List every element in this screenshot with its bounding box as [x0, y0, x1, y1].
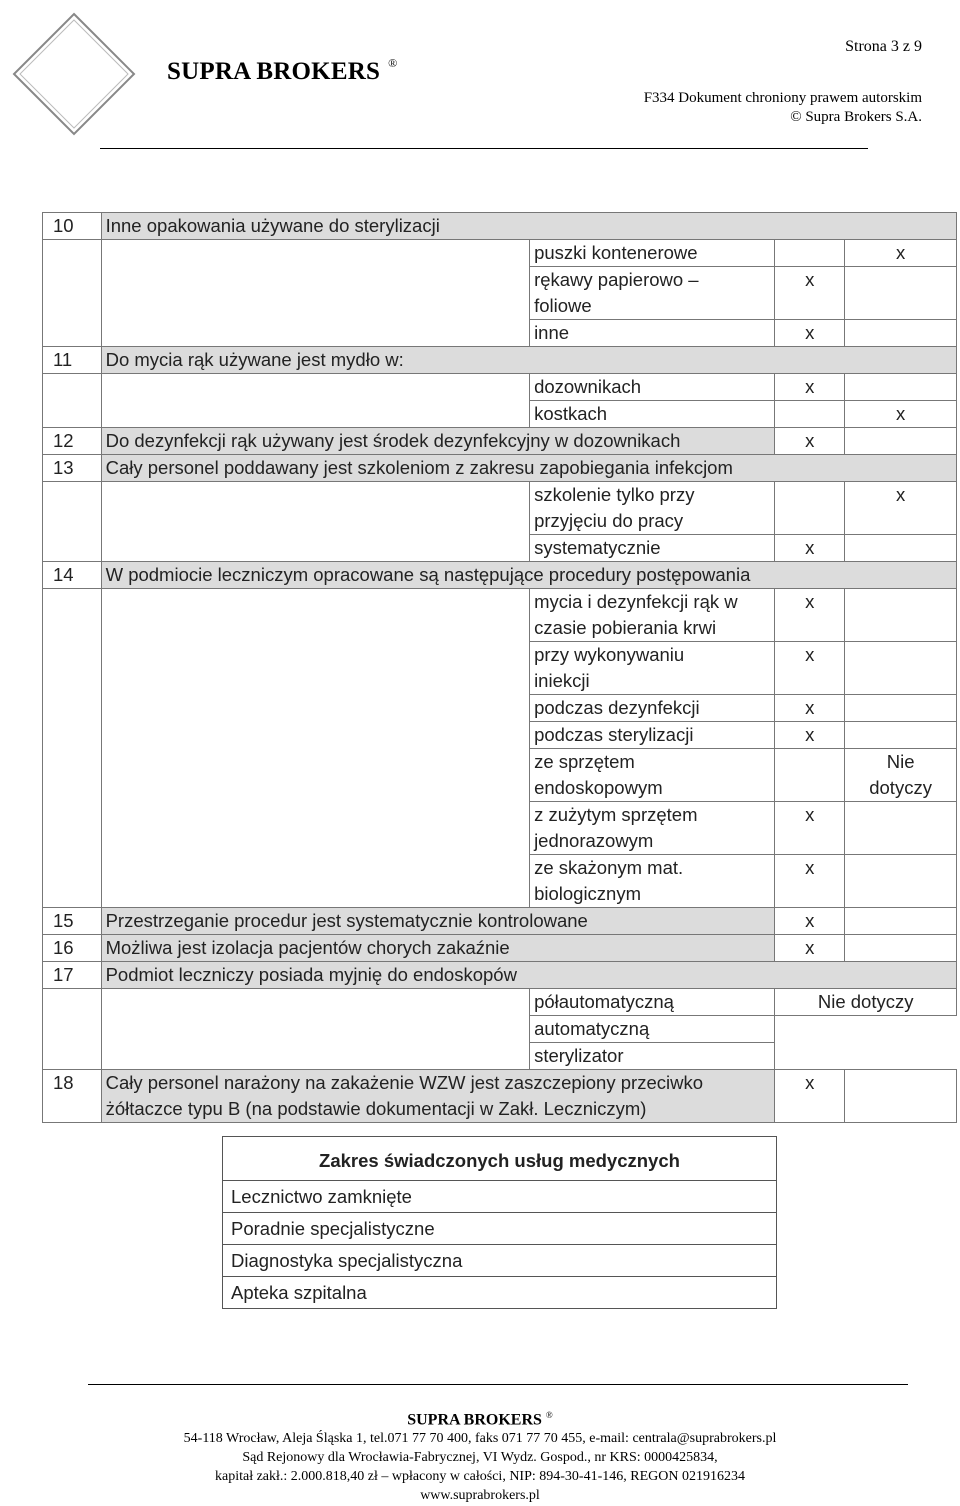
table-row — [43, 962, 957, 989]
no-mark — [845, 535, 957, 562]
footer — [0, 1406, 960, 1505]
yes-mark — [775, 401, 845, 428]
table-row — [43, 935, 957, 962]
table-row — [43, 213, 957, 240]
yes-mark: x — [775, 642, 845, 695]
table-row — [43, 589, 957, 642]
yes-mark: x — [775, 935, 845, 962]
table-row — [43, 908, 957, 935]
option-label: automatyczną — [530, 1016, 775, 1043]
question-label: Do mycia rąk używane jest mydło w: — [101, 347, 956, 374]
question-label: Możliwa jest izolacja pacjentów chorych zakaźnie — [101, 935, 775, 962]
header-rule — [100, 148, 868, 149]
service-item: Apteka szpitalna — [223, 1277, 777, 1309]
no-mark: x — [845, 482, 957, 535]
option-label: ze sprzętem endoskopowym — [530, 749, 775, 802]
table-row — [43, 455, 957, 482]
table-row — [43, 562, 957, 589]
yes-mark: x — [775, 855, 845, 908]
table-row — [43, 428, 957, 455]
no-mark — [845, 589, 957, 642]
yes-mark: x — [775, 722, 845, 749]
footer-capital: kapitał zakł.: 2.000.818,40 zł – wpłacony w całości, NIP: 894-30-41-146, REGON 021916234 — [215, 1469, 745, 1485]
question-label: Cały personel narażony na zakażenie WZW jest zaszczepiony przeciwko żółtaczce typu B (na podstawie dokumentacji w Zakł. Leczniczym) — [101, 1070, 775, 1123]
services-table — [222, 1136, 777, 1309]
page-number: Strona 3 z 9 — [845, 38, 922, 55]
no-mark — [845, 642, 957, 695]
yes-mark — [775, 749, 845, 802]
option-label: kostkach — [530, 401, 775, 428]
no-mark — [845, 267, 957, 320]
service-item: Poradnie specjalistyczne — [223, 1213, 777, 1245]
option-label: z zużytym sprzętem jednorazowym — [530, 802, 775, 855]
question-label: Cały personel poddawany jest szkoleniom z zakresu zapobiegania infekcjom — [101, 455, 956, 482]
question-label: W podmiocie leczniczym opracowane są następujące procedury postępowania — [101, 562, 956, 589]
table-row — [43, 1070, 957, 1123]
option-label: mycia i dezynfekcji rąk w czasie pobierania krwi — [530, 589, 775, 642]
no-mark — [845, 428, 957, 455]
document-notice — [644, 89, 922, 127]
yes-mark: x — [775, 535, 845, 562]
protection-notice: F334 Dokument chroniony prawem autorskim — [643, 90, 922, 106]
question-label: Przestrzeganie procedur jest systematycznie kontrolowane — [101, 908, 775, 935]
row-number: 14 — [43, 562, 102, 589]
no-mark: x — [845, 240, 957, 267]
option-label: puszki kontenerowe — [530, 240, 775, 267]
no-mark — [845, 320, 957, 347]
table-row — [43, 989, 957, 1016]
option-label: ze skażonym mat. biologicznym — [530, 855, 775, 908]
not-applicable-mark: Nie dotyczy — [775, 989, 957, 1016]
questionnaire-table — [42, 212, 957, 1123]
yes-mark: x — [775, 320, 845, 347]
option-label: inne — [530, 320, 775, 347]
yes-mark: x — [775, 267, 845, 320]
question-label: Podmiot leczniczy posiada myjnię do endoskopów — [101, 962, 956, 989]
yes-mark: x — [775, 589, 845, 642]
yes-mark: x — [775, 428, 845, 455]
no-mark — [845, 802, 957, 855]
no-mark — [845, 722, 957, 749]
option-label: rękawy papierowo – foliowe — [530, 267, 775, 320]
question-label: Do dezynfekcji rąk używany jest środek dezynfekcyjny w dozownikach — [101, 428, 775, 455]
row-number: 18 — [43, 1070, 102, 1123]
no-mark — [845, 1070, 957, 1123]
footer-website: www.suprabrokers.pl — [420, 1488, 540, 1504]
service-item: Diagnostyka specjalistyczna — [223, 1245, 777, 1277]
option-label: dozownikach — [530, 374, 775, 401]
option-label: systematycznie — [530, 535, 775, 562]
row-number: 16 — [43, 935, 102, 962]
yes-mark: x — [775, 1070, 845, 1123]
no-mark: x — [845, 401, 957, 428]
option-label: półautomatyczną — [530, 989, 775, 1016]
footer-brand: SUPRA BROKERS ® — [407, 1410, 553, 1429]
option-label: szkolenie tylko przy przyjęciu do pracy — [530, 482, 775, 535]
row-number: 11 — [43, 347, 102, 374]
table-row — [43, 482, 957, 535]
row-number: 13 — [43, 455, 102, 482]
company-logo — [12, 12, 136, 136]
yes-mark: x — [775, 374, 845, 401]
yes-mark — [775, 482, 845, 535]
yes-mark: x — [775, 695, 845, 722]
no-mark — [845, 855, 957, 908]
row-number: 15 — [43, 908, 102, 935]
question-label: Inne opakowania używane do sterylizacji — [101, 213, 956, 240]
table-row — [43, 347, 957, 374]
yes-mark: x — [775, 802, 845, 855]
no-mark — [845, 695, 957, 722]
service-item: Lecznictwo zamknięte — [223, 1181, 777, 1213]
not-applicable-mark: Nie dotyczy — [845, 749, 957, 802]
copyright-notice: © Supra Brokers S.A. — [790, 109, 922, 125]
brand-name: SUPRA BROKERS ® — [167, 56, 398, 85]
yes-mark: x — [775, 908, 845, 935]
row-number: 12 — [43, 428, 102, 455]
footer-address: 54-118 Wrocław, Aleja Śląska 1, tel.071 77 70 400, faks 071 77 70 455, e-mail: centrala@suprabrokers.pl — [183, 1431, 777, 1447]
row-number: 10 — [43, 213, 102, 240]
option-label: podczas sterylizacji — [530, 722, 775, 749]
no-mark — [845, 374, 957, 401]
option-label: sterylizator — [530, 1043, 775, 1070]
option-label: podczas dezynfekcji — [530, 695, 775, 722]
yes-mark — [775, 240, 845, 267]
footer-rule — [88, 1384, 908, 1385]
table-row — [43, 374, 957, 401]
table-row — [43, 240, 957, 267]
row-number: 17 — [43, 962, 102, 989]
services-title: Zakres świadczonych usług medycznych — [223, 1137, 777, 1181]
footer-court: Sąd Rejonowy dla Wrocławia-Fabrycznej, VI Wydz. Gospod., nr KRS: 0000425834, — [242, 1450, 718, 1466]
option-label: przy wykonywaniu iniekcji — [530, 642, 775, 695]
